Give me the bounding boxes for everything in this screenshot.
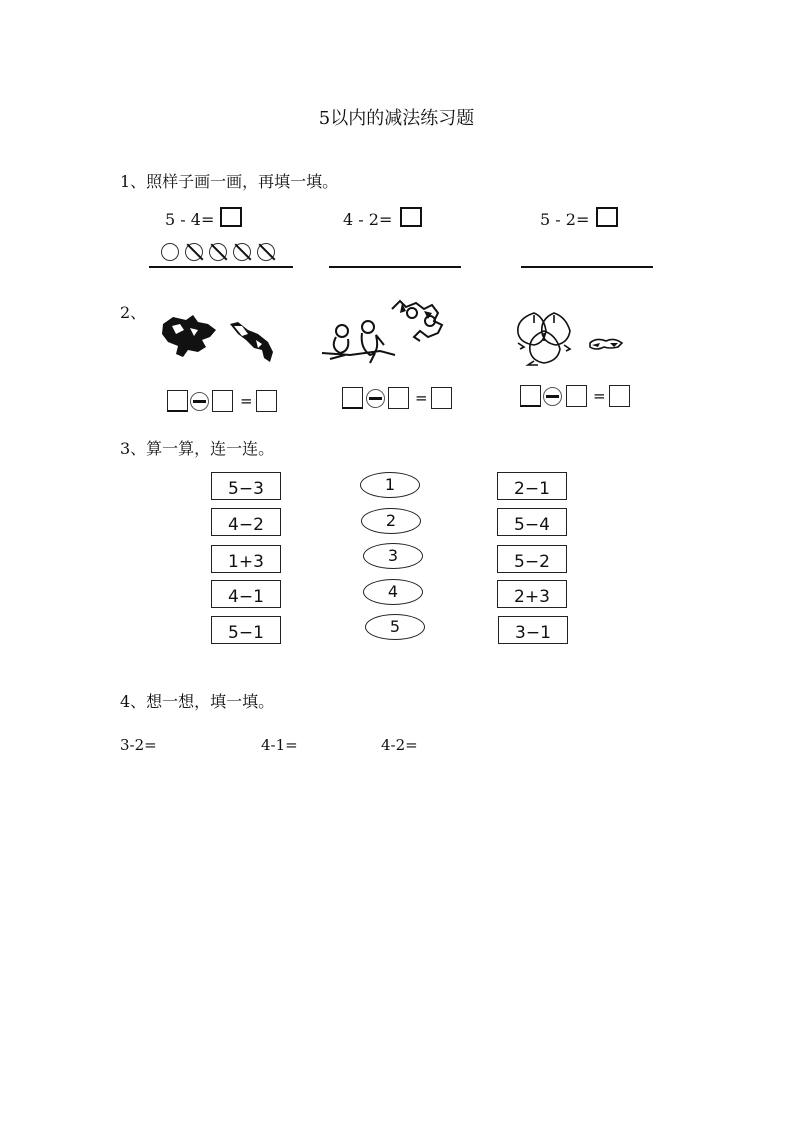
crossed-circle-icon (185, 243, 203, 261)
q2-minuend-box-2[interactable] (342, 387, 363, 409)
q1-answer-box-3[interactable] (596, 207, 618, 227)
right-expression[interactable]: 2+3 (497, 580, 567, 608)
q2-result-box-2[interactable] (431, 387, 452, 409)
peaches-icon (514, 307, 634, 367)
left-expression[interactable]: 1+3 (211, 545, 281, 573)
q4-heading: 4、想一想，填一填。 (120, 692, 275, 711)
drawing-line-3[interactable] (521, 266, 653, 268)
q4-item-1[interactable]: 3-2= (120, 736, 157, 754)
q4-item-3[interactable]: 4-2= (381, 736, 418, 754)
right-expression[interactable]: 5−2 (497, 545, 567, 573)
q3-heading: 3、算一算，连一连。 (120, 439, 275, 458)
q2-minuend-box-3[interactable] (520, 385, 541, 407)
left-expression[interactable]: 4−2 (211, 508, 281, 536)
answer-oval[interactable]: 3 (363, 543, 423, 569)
right-expression[interactable]: 3−1 (498, 616, 568, 644)
answer-oval[interactable]: 1 (360, 472, 420, 498)
equals-sign: = (415, 389, 428, 407)
q2-result-box-3[interactable] (609, 385, 630, 407)
left-expression[interactable]: 4−1 (211, 580, 281, 608)
q2-heading: 2、 (120, 303, 147, 322)
q1-answer-box-1[interactable] (220, 207, 242, 227)
crossed-circle-icon (233, 243, 251, 261)
left-expression[interactable]: 5−1 (211, 616, 281, 644)
q2-subtrahend-box-3[interactable] (566, 385, 587, 407)
circle-icon (161, 243, 179, 261)
drawing-line-1[interactable] (149, 266, 293, 268)
crossed-circle-icon (209, 243, 227, 261)
answer-oval[interactable]: 4 (363, 579, 423, 605)
q2-subtrahend-box-2[interactable] (388, 387, 409, 409)
frog-and-bird-icon (158, 312, 283, 367)
q2-subtrahend-box-1[interactable] (212, 390, 233, 412)
q1-answer-box-2[interactable] (400, 207, 422, 227)
q2-result-box-1[interactable] (256, 390, 277, 412)
drawing-line-2[interactable] (329, 266, 461, 268)
equals-sign: = (593, 387, 606, 405)
birds-on-branch-icon (320, 293, 455, 368)
right-expression[interactable]: 2−1 (497, 472, 567, 500)
q4-item-2[interactable]: 4-1= (261, 736, 298, 754)
answer-oval[interactable]: 5 (365, 614, 425, 640)
page-title: 5以内的减法练习题 (318, 108, 475, 129)
q1-expr-2: 4 - 2= (343, 210, 393, 229)
q2-minuend-box-1[interactable] (167, 390, 188, 412)
answer-oval[interactable]: 2 (361, 508, 421, 534)
left-expression[interactable]: 5−3 (211, 472, 281, 500)
q1-expr-3: 5 - 2= (540, 210, 590, 229)
right-expression[interactable]: 5−4 (497, 508, 567, 536)
q1-expr-1: 5 - 4= (165, 210, 215, 229)
minus-circle-icon (190, 392, 209, 411)
crossed-circle-icon (257, 243, 275, 261)
minus-circle-icon (543, 387, 562, 406)
equals-sign: = (240, 392, 253, 410)
minus-circle-icon (366, 389, 385, 408)
q1-heading: 1、照样子画一画，再填一填。 (120, 172, 339, 191)
